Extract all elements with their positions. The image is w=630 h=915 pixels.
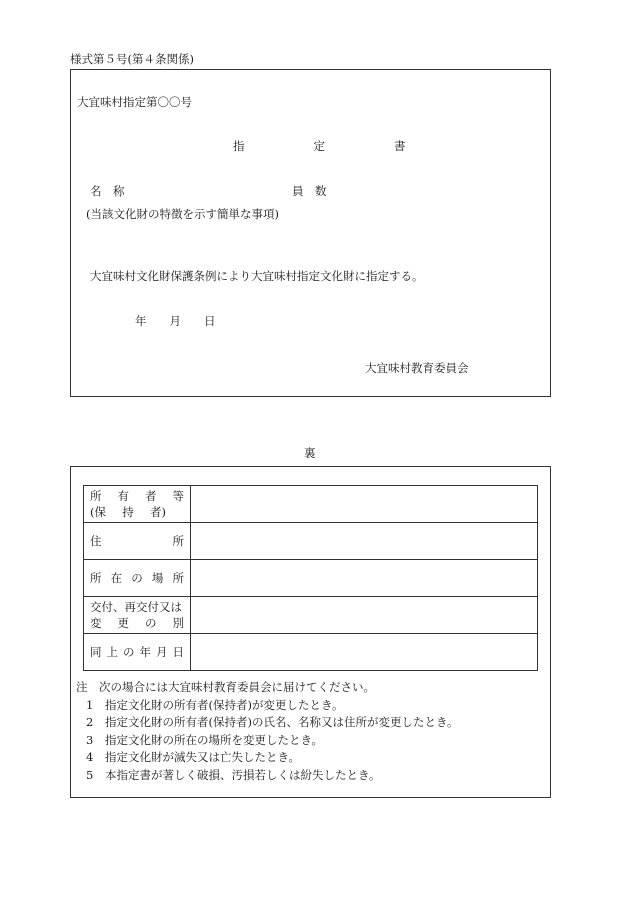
table-row [84, 634, 538, 671]
table-row [84, 523, 538, 560]
list-item: 5 本指定書が著しく破損、汚損若しくは紛失したとき。 [86, 767, 381, 782]
issuer-name: 大宜味村教育委員会 [365, 361, 469, 375]
address-label: 住 所 [84, 523, 191, 560]
date-label: 同 上 の 年 月 日 [84, 634, 191, 671]
quantity-label: 員 数 [292, 184, 327, 198]
list-item: 2 指定文化財の所有者(保持者)の氏名、名称又は住所が変更したとき。 [86, 715, 459, 729]
name-label: 名 称 [90, 184, 125, 198]
address-value[interactable] [191, 523, 538, 560]
designation-number: 大宜味村指定第〇〇号 [77, 95, 192, 109]
details-table [83, 485, 538, 671]
feature-note: (当該文化財の特徴を示す簡単な事項) [86, 207, 279, 221]
certificate-front-box [70, 69, 551, 397]
location-label: 所 在 の 場 所 [84, 560, 191, 597]
certificate-title: 指 定 書 [233, 139, 406, 153]
designation-statement: 大宜味村文化財保護条例により大宜味村指定文化財に指定する。 [90, 269, 424, 283]
date-line: 年 月 日 [135, 314, 216, 328]
table-row [84, 560, 538, 597]
note-intro: 注 次の場合には大宜味村教育委員会に届けてください。 [76, 680, 375, 694]
owner-value[interactable] [191, 486, 538, 523]
date-value[interactable] [191, 634, 538, 671]
owner-label: 所 有 者 等 (保 持 者) [84, 486, 191, 523]
list-item: 1 指定文化財の所有者(保持者)が変更したとき。 [86, 697, 344, 712]
issuance-type-value[interactable] [191, 597, 538, 634]
location-value[interactable] [191, 560, 538, 597]
table-row [84, 597, 538, 634]
form-number-label: 様式第５号(第４条関係) [70, 52, 194, 66]
table-row [84, 486, 538, 523]
list-item: 3 指定文化財の所在の場所を変更したとき。 [86, 732, 324, 747]
list-item: 4 指定文化財が滅失又は亡失したとき。 [86, 750, 301, 764]
notes-section [76, 679, 459, 784]
issuance-type-label: 交付、再交付又は 変 更 の 別 [84, 597, 191, 634]
back-side-title: 裏 [304, 446, 316, 460]
